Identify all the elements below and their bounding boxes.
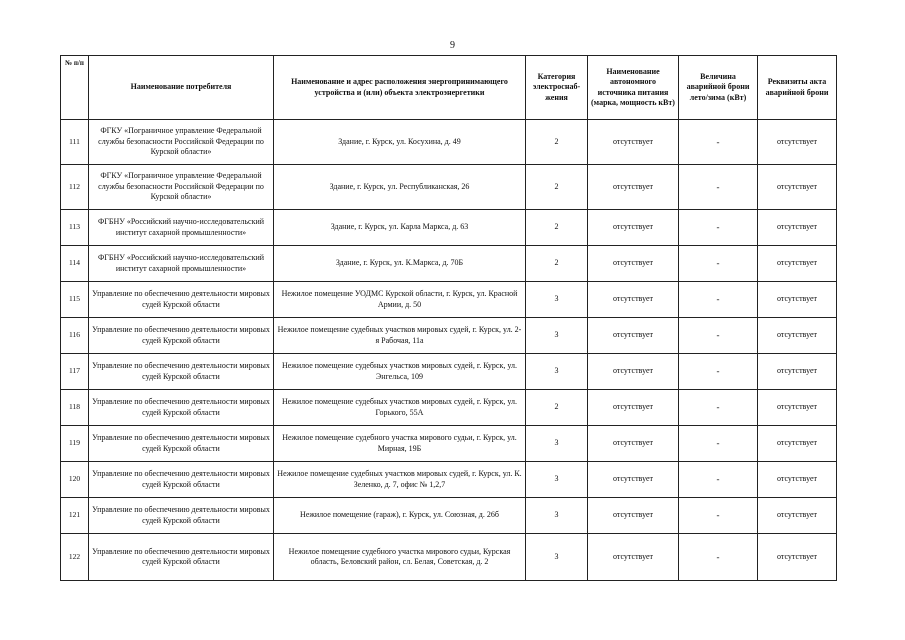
row-category: 2: [526, 390, 588, 426]
row-num: 114: [61, 246, 89, 282]
row-consumer: Управление по обеспечению деятельности мировых судей Курской области: [89, 390, 274, 426]
row-consumer: ФГКУ «Пограничное управление Федеральной службы безопасности Российской Федерации по Курской области»: [89, 120, 274, 165]
row-reserve: -: [679, 210, 758, 246]
page-number: 9: [450, 40, 455, 51]
row-num: 111: [61, 120, 89, 165]
row-object: Нежилое помещение судебных участков мировых судей, г. Курск, ул. 2-я Рабочая, 11а: [274, 318, 526, 354]
row-num: 117: [61, 354, 89, 390]
row-source: отсутствует: [588, 282, 679, 318]
row-act: отсутствует: [758, 462, 837, 498]
row-object: Нежилое помещение судебных участков мировых судей, г. Курск, ул. Горького, 55А: [274, 390, 526, 426]
row-reserve: -: [679, 120, 758, 165]
row-reserve: -: [679, 498, 758, 534]
table-row: [61, 246, 837, 282]
table-row: [61, 498, 837, 534]
row-num: 113: [61, 210, 89, 246]
row-act: отсутствует: [758, 354, 837, 390]
row-reserve: -: [679, 534, 758, 581]
row-category: 3: [526, 282, 588, 318]
row-source: отсутствует: [588, 120, 679, 165]
row-source: отсутствует: [588, 462, 679, 498]
row-consumer: Управление по обеспечению деятельности мировых судей Курской области: [89, 282, 274, 318]
row-consumer: ФГКУ «Пограничное управление Федеральной службы безопасности Российской Федерации по Курской области»: [89, 165, 274, 210]
row-source: отсутствует: [588, 246, 679, 282]
row-source: отсутствует: [588, 498, 679, 534]
row-num: 116: [61, 318, 89, 354]
row-object: Здание, г. Курск, ул. Карла Маркса, д. 63: [274, 210, 526, 246]
row-num: 119: [61, 426, 89, 462]
row-act: отсутствует: [758, 282, 837, 318]
row-reserve: -: [679, 282, 758, 318]
row-category: 2: [526, 246, 588, 282]
row-reserve: -: [679, 246, 758, 282]
row-source: отсутствует: [588, 390, 679, 426]
row-category: 2: [526, 120, 588, 165]
row-object: Нежилое помещение судебного участка мирового судьи, Курская область, Беловский район, сл. Белая, Советская, д. 2: [274, 534, 526, 581]
row-consumer: ФГБНУ «Российский научно-исследовательский институт сахарной промышленности»: [89, 210, 274, 246]
row-source: отсутствует: [588, 426, 679, 462]
table-row: [61, 210, 837, 246]
row-category: 3: [526, 354, 588, 390]
row-num: 120: [61, 462, 89, 498]
row-num: 121: [61, 498, 89, 534]
row-act: отсутствует: [758, 120, 837, 165]
header-category: Категория электроснаб-жения: [526, 56, 588, 120]
row-reserve: -: [679, 462, 758, 498]
row-act: отсутствует: [758, 534, 837, 581]
row-act: отсутствует: [758, 498, 837, 534]
row-object: Нежилое помещение судебного участка мирового судьи, г. Курск, ул. Мирная, 19Б: [274, 426, 526, 462]
row-source: отсутствует: [588, 354, 679, 390]
row-reserve: -: [679, 354, 758, 390]
row-source: отсутствует: [588, 210, 679, 246]
row-num: 122: [61, 534, 89, 581]
row-category: 3: [526, 426, 588, 462]
table-header-row: [61, 56, 837, 120]
consumers-table: [60, 55, 837, 581]
row-num: 112: [61, 165, 89, 210]
row-category: 3: [526, 318, 588, 354]
row-consumer: Управление по обеспечению деятельности мировых судей Курской области: [89, 354, 274, 390]
row-object: Здание, г. Курск, ул. Косухина, д. 49: [274, 120, 526, 165]
table-row: [61, 462, 837, 498]
row-category: 3: [526, 498, 588, 534]
header-source: Наименование автономного источника питания (марка, мощность кВт): [588, 56, 679, 120]
row-consumer: Управление по обеспечению деятельности мировых судей Курской области: [89, 462, 274, 498]
row-consumer: Управление по обеспечению деятельности мировых судей Курской области: [89, 318, 274, 354]
row-act: отсутствует: [758, 318, 837, 354]
header-object: Наименование и адрес расположения энергопринимающего устройства и (или) объекта электроэнергетики: [274, 56, 526, 120]
row-reserve: -: [679, 318, 758, 354]
table-row: [61, 354, 837, 390]
row-consumer: Управление по обеспечению деятельности мировых судей Курской области: [89, 534, 274, 581]
table-row: [61, 120, 837, 165]
table-row: [61, 534, 837, 581]
row-category: 2: [526, 210, 588, 246]
row-act: отсутствует: [758, 210, 837, 246]
row-num: 118: [61, 390, 89, 426]
row-object: Здание, г. Курск, ул. Республиканская, 26: [274, 165, 526, 210]
row-object: Нежилое помещение судебных участков мировых судей, г. Курск, ул. Энгельса, 109: [274, 354, 526, 390]
row-source: отсутствует: [588, 318, 679, 354]
row-act: отсутствует: [758, 165, 837, 210]
row-object: Нежилое помещение судебных участков мировых судей, г. Курск, ул. К. Зеленко, д. 7, офис № 1,2,7: [274, 462, 526, 498]
header-consumer: Наименование потребителя: [89, 56, 274, 120]
table-row: [61, 282, 837, 318]
header-act: Реквизиты акта аварийной брони: [758, 56, 837, 120]
row-reserve: -: [679, 426, 758, 462]
table-row: [61, 165, 837, 210]
row-act: отсутствует: [758, 246, 837, 282]
row-act: отсутствует: [758, 426, 837, 462]
row-source: отсутствует: [588, 165, 679, 210]
row-reserve: -: [679, 390, 758, 426]
row-source: отсутствует: [588, 534, 679, 581]
table-row: [61, 426, 837, 462]
row-object: Нежилое помещение (гараж), г. Курск, ул. Союзная, д. 26б: [274, 498, 526, 534]
row-category: 3: [526, 462, 588, 498]
row-num: 115: [61, 282, 89, 318]
row-reserve: -: [679, 165, 758, 210]
row-object: Здание, г. Курск, ул. К.Маркса, д. 70Б: [274, 246, 526, 282]
row-consumer: Управление по обеспечению деятельности мировых судей Курской области: [89, 498, 274, 534]
row-object: Нежилое помещение УОДМС Курской области, г. Курск, ул. Красной Армии, д. 50: [274, 282, 526, 318]
row-category: 2: [526, 165, 588, 210]
table-row: [61, 390, 837, 426]
header-reserve: Величина аварийной брони лето/зима (кВт): [679, 56, 758, 120]
header-num: № п/п: [61, 56, 89, 120]
row-category: 3: [526, 534, 588, 581]
table-row: [61, 318, 837, 354]
row-consumer: Управление по обеспечению деятельности мировых судей Курской области: [89, 426, 274, 462]
row-act: отсутствует: [758, 390, 837, 426]
row-consumer: ФГБНУ «Российский научно-исследовательский институт сахарной промышленности»: [89, 246, 274, 282]
